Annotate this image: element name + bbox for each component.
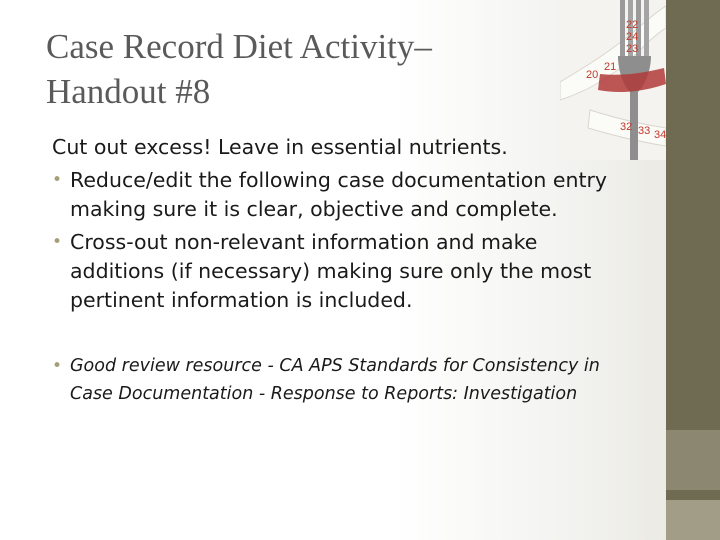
slide-body bbox=[52, 133, 612, 412]
bullet-text: Cross-out non-relevant information and make additions (if necessary) making sure only the most pertinent information is included. bbox=[70, 230, 592, 312]
slide-title bbox=[46, 24, 516, 114]
bullet-text: Reduce/edit the following case documentation entry making sure it is clear, objective and complete. bbox=[70, 168, 608, 221]
tape-number: 24 bbox=[626, 31, 639, 43]
tape-number: 34 bbox=[654, 129, 666, 141]
tape-number: 23 bbox=[626, 43, 639, 55]
tape-number: 20 bbox=[586, 69, 599, 81]
tape-number: 21 bbox=[604, 61, 617, 73]
sidebar-accent-block bbox=[666, 430, 720, 490]
bullet-glyph: • bbox=[52, 170, 63, 190]
title-line-1: Case Record Diet Activity– bbox=[46, 27, 432, 66]
bullet-item bbox=[52, 228, 612, 315]
tape-number: 33 bbox=[638, 125, 651, 137]
bullet-glyph: • bbox=[52, 232, 63, 252]
sidebar-accent-block bbox=[666, 500, 720, 540]
note-text: Good review resource - CA APS Standards for Consistency in Case Documentation - Response to Reports: Investigation bbox=[70, 356, 600, 404]
tape-number: 32 bbox=[620, 121, 633, 133]
bullet-item-note bbox=[52, 352, 612, 408]
title-line-2: Handout #8 bbox=[46, 72, 211, 111]
bullet-glyph: • bbox=[52, 356, 63, 376]
tape-number: 22 bbox=[626, 19, 639, 31]
intro-text: Cut out excess! Leave in essential nutrients. bbox=[52, 135, 508, 159]
bullet-item bbox=[52, 166, 612, 224]
